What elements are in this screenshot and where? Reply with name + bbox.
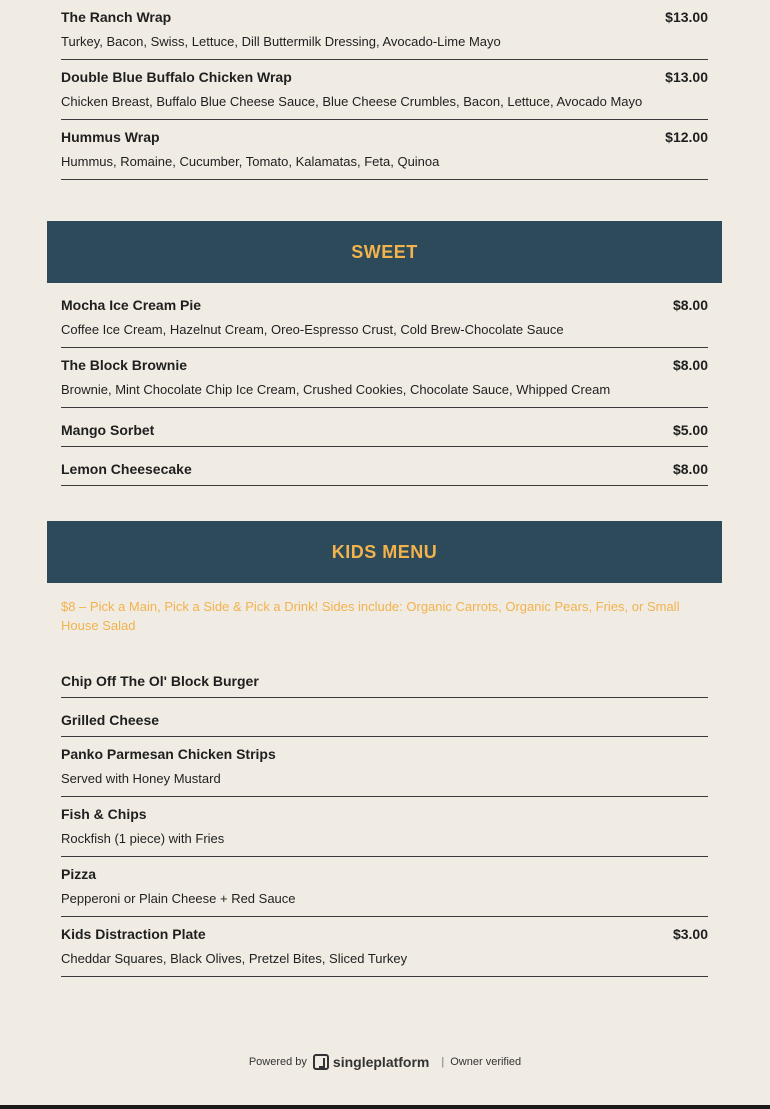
menu-item[interactable] <box>61 60 708 120</box>
item-name: Double Blue Buffalo Chicken Wrap <box>61 69 292 85</box>
item-name: Mocha Ice Cream Pie <box>61 297 202 313</box>
kids-section <box>61 659 708 977</box>
item-description: Cheddar Squares, Black Olives, Pretzel Bites, Sliced Turkey <box>61 951 408 966</box>
item-name: Kids Distraction Plate <box>61 926 206 942</box>
menu-item[interactable] <box>61 659 708 698</box>
menu-item[interactable] <box>61 408 708 447</box>
item-name: Grilled Cheese <box>61 712 160 728</box>
item-description: Turkey, Bacon, Swiss, Lettuce, Dill Buttermilk Dressing, Avocado-Lime Mayo <box>61 34 501 49</box>
powered-by-footer[interactable] <box>0 1054 770 1070</box>
item-description: Chicken Breast, Buffalo Blue Cheese Sauce, Blue Cheese Crumbles, Bacon, Lettuce, Avocado Mayo <box>61 94 643 109</box>
item-name: The Ranch Wrap <box>61 9 172 25</box>
singleplatform-logo-icon <box>313 1054 329 1070</box>
item-description: Rockfish (1 piece) with Fries <box>61 831 225 846</box>
item-name: Mango Sorbet <box>61 422 155 438</box>
item-price: $12.00 <box>665 129 708 145</box>
menu-item[interactable] <box>61 797 708 857</box>
item-name: Pizza <box>61 866 97 882</box>
section-header-sweet <box>47 221 722 283</box>
owner-verified-label: Owner verified <box>450 1056 522 1068</box>
bottom-bar <box>0 1105 770 1109</box>
item-name: Fish & Chips <box>61 806 147 822</box>
item-name: Lemon Cheesecake <box>61 461 192 477</box>
item-description: Served with Honey Mustard <box>61 771 221 786</box>
brand-name: singleplatform <box>332 1054 430 1070</box>
divider: | <box>441 1056 445 1068</box>
menu-item[interactable] <box>61 120 708 180</box>
item-name: Panko Parmesan Chicken Strips <box>61 746 276 762</box>
item-description: Pepperoni or Plain Cheese + Red Sauce <box>61 891 296 906</box>
sweet-section <box>61 288 708 486</box>
item-name: Hummus Wrap <box>61 129 160 145</box>
item-description: Hummus, Romaine, Cucumber, Tomato, Kalamatas, Feta, Quinoa <box>61 154 440 169</box>
menu-item[interactable] <box>61 698 708 737</box>
item-description: Coffee Ice Cream, Hazelnut Cream, Oreo-Espresso Crust, Cold Brew-Chocolate Sauce <box>61 322 564 337</box>
item-price: $8.00 <box>672 461 708 477</box>
menu-item[interactable] <box>61 917 708 977</box>
item-price: $8.00 <box>672 357 708 373</box>
menu-item[interactable] <box>61 348 708 408</box>
section-header-kids <box>47 521 722 583</box>
wraps-section <box>61 0 708 180</box>
section-title: SWEET <box>351 241 418 262</box>
item-name: The Block Brownie <box>61 357 188 373</box>
item-price: $13.00 <box>665 9 708 25</box>
item-price: $8.00 <box>672 297 708 313</box>
powered-by-label: Powered by <box>248 1056 307 1068</box>
item-price: $5.00 <box>672 422 708 438</box>
menu-item[interactable] <box>61 737 708 797</box>
section-title: KIDS MENU <box>331 541 438 562</box>
item-price: $13.00 <box>665 69 708 85</box>
item-name: Chip Off The Ol' Block Burger <box>61 673 259 689</box>
item-price: $3.00 <box>672 926 708 942</box>
kids-menu-note: $8 – Pick a Main, Pick a Side & Pick a Drink! Sides include: Organic Carrots, Organic Pears, Fries, or Small House Salad <box>61 599 680 633</box>
menu-item[interactable] <box>61 288 708 348</box>
item-description: Brownie, Mint Chocolate Chip Ice Cream, Crushed Cookies, Chocolate Sauce, Whipped Cream <box>61 382 611 397</box>
menu-item[interactable] <box>61 0 708 60</box>
menu-item[interactable] <box>61 447 708 486</box>
menu-item[interactable] <box>61 857 708 917</box>
